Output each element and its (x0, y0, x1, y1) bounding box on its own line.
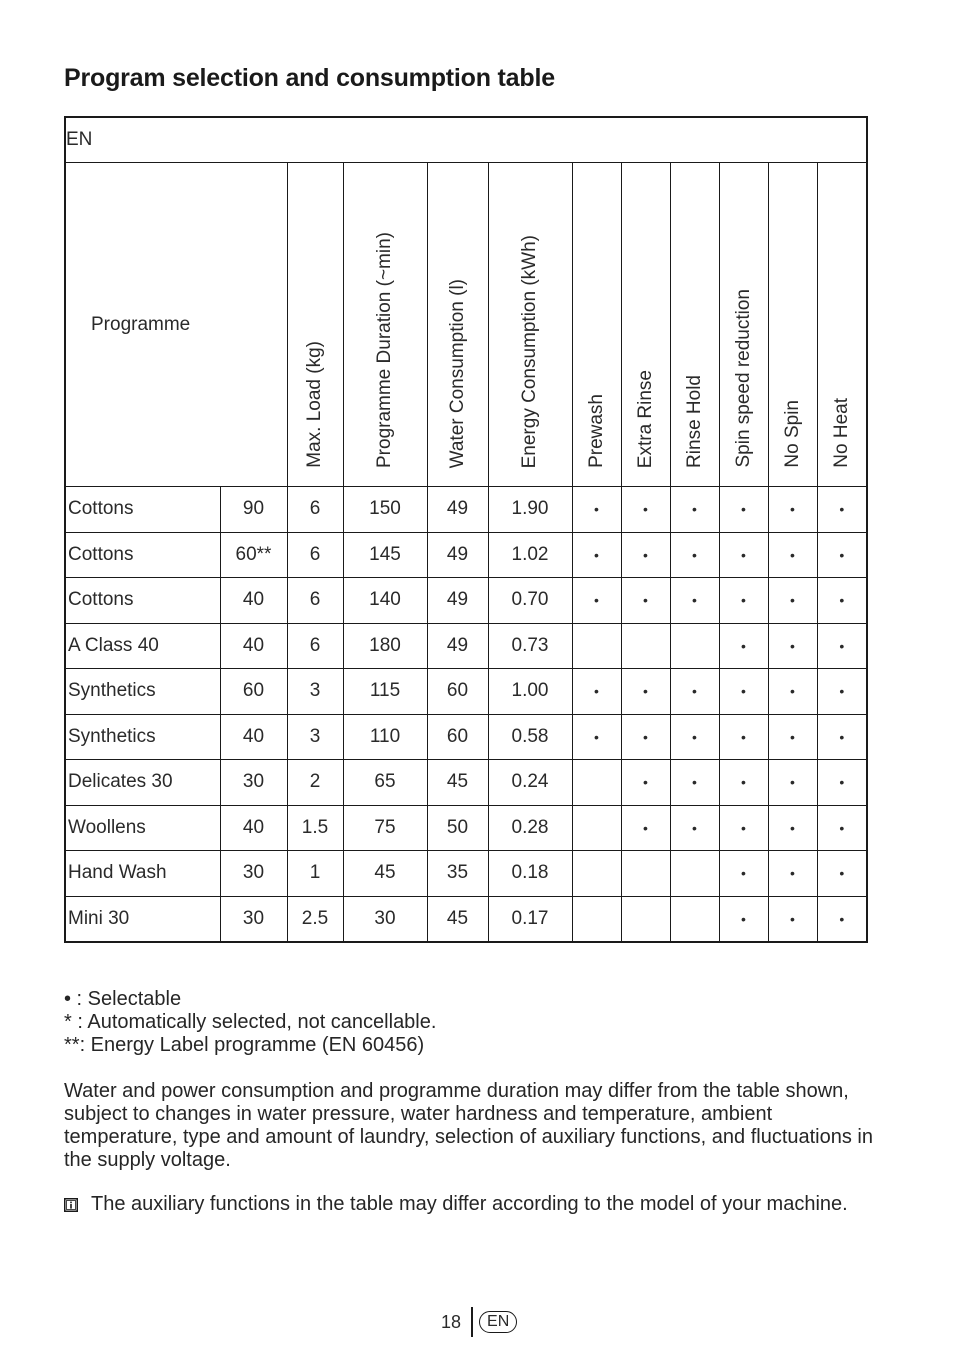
prewash-cell: • (572, 578, 621, 624)
table-row (65, 578, 867, 624)
water-value: 49 (427, 623, 488, 669)
extra-rinse-cell (621, 896, 670, 942)
consumption-note: Water and power consumption and programme duration may differ from the table shown, subject to changes in water pressure, water hardness and temperature, ambient temperature, type and amount of laundry, selection of auxiliary functions, and fluctuations in the supply voltage. (64, 1080, 873, 1171)
water-value: 35 (427, 851, 488, 897)
rinse-hold-cell: • (670, 760, 719, 806)
extra-rinse-cell: • (621, 714, 670, 760)
col-header-no-heat (817, 163, 867, 487)
prewash-cell: • (572, 714, 621, 760)
programme-name: Synthetics (65, 714, 220, 760)
rinse-hold-cell: • (670, 669, 719, 715)
col-header-label: Programme Duration (~min) (374, 232, 395, 468)
duration-value: 140 (343, 578, 427, 624)
extra-rinse-cell: • (621, 487, 670, 533)
col-header-label: No Heat (830, 398, 852, 468)
water-value: 60 (427, 714, 488, 760)
rinse-hold-cell (670, 896, 719, 942)
table-row (65, 805, 867, 851)
spin-reduction-cell: • (719, 532, 768, 578)
max-load-value: 6 (287, 623, 343, 669)
spin-reduction-cell: • (719, 714, 768, 760)
rinse-hold-cell: • (670, 487, 719, 533)
rinse-hold-cell: • (670, 578, 719, 624)
energy-value: 0.17 (488, 896, 572, 942)
info-note (64, 1193, 864, 1216)
programme-header: Programme (65, 163, 287, 487)
programme-name: Cottons (65, 578, 220, 624)
spin-reduction-cell: • (719, 760, 768, 806)
max-load-value: 3 (287, 714, 343, 760)
max-load-value: 6 (287, 487, 343, 533)
table-row (65, 623, 867, 669)
no-spin-cell: • (768, 896, 817, 942)
prewash-cell: • (572, 532, 621, 578)
col-header-label: Max. Load (kg) (304, 341, 325, 468)
no-spin-cell: • (768, 805, 817, 851)
duration-value: 145 (343, 532, 427, 578)
extra-rinse-cell: • (621, 805, 670, 851)
water-value: 60 (427, 669, 488, 715)
language-row (65, 117, 867, 163)
programme-temp: 60 (220, 669, 287, 715)
table-row (65, 487, 867, 533)
extra-rinse-cell: • (621, 578, 670, 624)
legend-selectable: • : Selectable (64, 988, 182, 1010)
no-spin-cell: • (768, 851, 817, 897)
prewash-cell (572, 623, 621, 669)
language-badge: EN (479, 1311, 517, 1333)
no-heat-cell: • (817, 669, 867, 715)
no-heat-cell: • (817, 714, 867, 760)
prewash-cell: • (572, 669, 621, 715)
col-header-water (427, 163, 488, 487)
col-header-energy (488, 163, 572, 487)
prewash-cell: • (572, 487, 621, 533)
spin-reduction-cell: • (719, 669, 768, 715)
programme-temp: 40 (220, 578, 287, 624)
info-text: The auxiliary functions in the table may differ according to the model of your machine. (91, 1193, 848, 1215)
programme-temp: 40 (220, 714, 287, 760)
rinse-hold-cell: • (670, 805, 719, 851)
spin-reduction-cell: • (719, 896, 768, 942)
programme-name: Cottons (65, 532, 220, 578)
spin-reduction-cell: • (719, 851, 768, 897)
programme-temp: 30 (220, 851, 287, 897)
programme-name: Hand Wash (65, 851, 220, 897)
no-spin-cell: • (768, 532, 817, 578)
table-language-label: EN (65, 117, 867, 163)
energy-value: 0.58 (488, 714, 572, 760)
programme-name: Cottons (65, 487, 220, 533)
extra-rinse-cell: • (621, 669, 670, 715)
water-value: 49 (427, 487, 488, 533)
programme-name: Delicates 30 (65, 760, 220, 806)
spin-reduction-cell: • (719, 578, 768, 624)
rinse-hold-cell: • (670, 714, 719, 760)
extra-rinse-cell: • (621, 760, 670, 806)
no-spin-cell: • (768, 578, 817, 624)
energy-value: 1.02 (488, 532, 572, 578)
col-header-extra-rinse (621, 163, 670, 487)
no-heat-cell: • (817, 851, 867, 897)
duration-value: 75 (343, 805, 427, 851)
energy-value: 0.24 (488, 760, 572, 806)
legend-automatic: * : Automatically selected, not cancellable. (64, 1011, 437, 1033)
no-spin-cell: • (768, 760, 817, 806)
programme-temp: 30 (220, 760, 287, 806)
water-value: 49 (427, 578, 488, 624)
spin-reduction-cell: • (719, 623, 768, 669)
legend-energy-label: **: Energy Label programme (EN 60456) (64, 1034, 425, 1056)
col-header-label: Spin speed reduction (732, 289, 754, 468)
no-spin-cell: • (768, 487, 817, 533)
footer-divider (471, 1307, 473, 1337)
table-body (65, 487, 867, 943)
table-row (65, 714, 867, 760)
no-spin-cell: • (768, 714, 817, 760)
consumption-table (64, 116, 868, 943)
programme-name: A Class 40 (65, 623, 220, 669)
rinse-hold-cell (670, 851, 719, 897)
water-value: 49 (427, 532, 488, 578)
max-load-value: 3 (287, 669, 343, 715)
table-row (65, 669, 867, 715)
page-number: 18 (441, 1311, 462, 1332)
col-header-max-load (287, 163, 343, 487)
programme-name: Mini 30 (65, 896, 220, 942)
duration-value: 110 (343, 714, 427, 760)
table-row (65, 851, 867, 897)
prewash-cell (572, 896, 621, 942)
energy-value: 0.18 (488, 851, 572, 897)
max-load-value: 1 (287, 851, 343, 897)
max-load-value: 2.5 (287, 896, 343, 942)
no-heat-cell: • (817, 760, 867, 806)
spin-reduction-cell: • (719, 487, 768, 533)
max-load-value: 2 (287, 760, 343, 806)
duration-value: 115 (343, 669, 427, 715)
col-header-label: Prewash (585, 394, 607, 468)
duration-value: 65 (343, 760, 427, 806)
water-value: 50 (427, 805, 488, 851)
col-header-rinse-hold (670, 163, 719, 487)
no-spin-cell: • (768, 623, 817, 669)
col-header-label: Extra Rinse (634, 369, 656, 468)
max-load-value: 6 (287, 532, 343, 578)
programme-name: Woollens (65, 805, 220, 851)
extra-rinse-cell (621, 851, 670, 897)
water-value: 45 (427, 760, 488, 806)
max-load-value: 6 (287, 578, 343, 624)
rinse-hold-cell: • (670, 532, 719, 578)
table-row (65, 760, 867, 806)
prewash-cell (572, 760, 621, 806)
extra-rinse-cell: • (621, 532, 670, 578)
spin-reduction-cell: • (719, 805, 768, 851)
info-icon (64, 1198, 78, 1212)
page-footer (441, 1306, 517, 1338)
header-row (65, 163, 867, 487)
col-header-label: Rinse Hold (683, 375, 705, 468)
table-row (65, 532, 867, 578)
max-load-value: 1.5 (287, 805, 343, 851)
programme-temp: 60** (220, 532, 287, 578)
prewash-cell (572, 851, 621, 897)
energy-value: 0.70 (488, 578, 572, 624)
col-header-label: No Spin (781, 400, 803, 468)
table-row (65, 896, 867, 942)
energy-value: 1.00 (488, 669, 572, 715)
water-value: 45 (427, 896, 488, 942)
legend (64, 988, 436, 1057)
page-title: Program selection and consumption table (64, 64, 555, 92)
no-heat-cell: • (817, 896, 867, 942)
col-header-label: Energy Consumption (kWh) (519, 234, 540, 468)
energy-value: 1.90 (488, 487, 572, 533)
no-heat-cell: • (817, 532, 867, 578)
programme-temp: 40 (220, 805, 287, 851)
extra-rinse-cell (621, 623, 670, 669)
no-heat-cell: • (817, 487, 867, 533)
programme-temp: 30 (220, 896, 287, 942)
col-header-duration (343, 163, 427, 487)
duration-value: 150 (343, 487, 427, 533)
col-header-spin-reduction (719, 163, 768, 487)
duration-value: 30 (343, 896, 427, 942)
col-header-label: Water Consumption (l) (446, 278, 468, 468)
col-header-prewash (572, 163, 621, 487)
duration-value: 180 (343, 623, 427, 669)
programme-name: Synthetics (65, 669, 220, 715)
no-heat-cell: • (817, 578, 867, 624)
no-heat-cell: • (817, 623, 867, 669)
programme-temp: 40 (220, 623, 287, 669)
energy-value: 0.73 (488, 623, 572, 669)
energy-value: 0.28 (488, 805, 572, 851)
col-header-no-spin (768, 163, 817, 487)
prewash-cell (572, 805, 621, 851)
duration-value: 45 (343, 851, 427, 897)
rinse-hold-cell (670, 623, 719, 669)
programme-temp: 90 (220, 487, 287, 533)
no-spin-cell: • (768, 669, 817, 715)
no-heat-cell: • (817, 805, 867, 851)
